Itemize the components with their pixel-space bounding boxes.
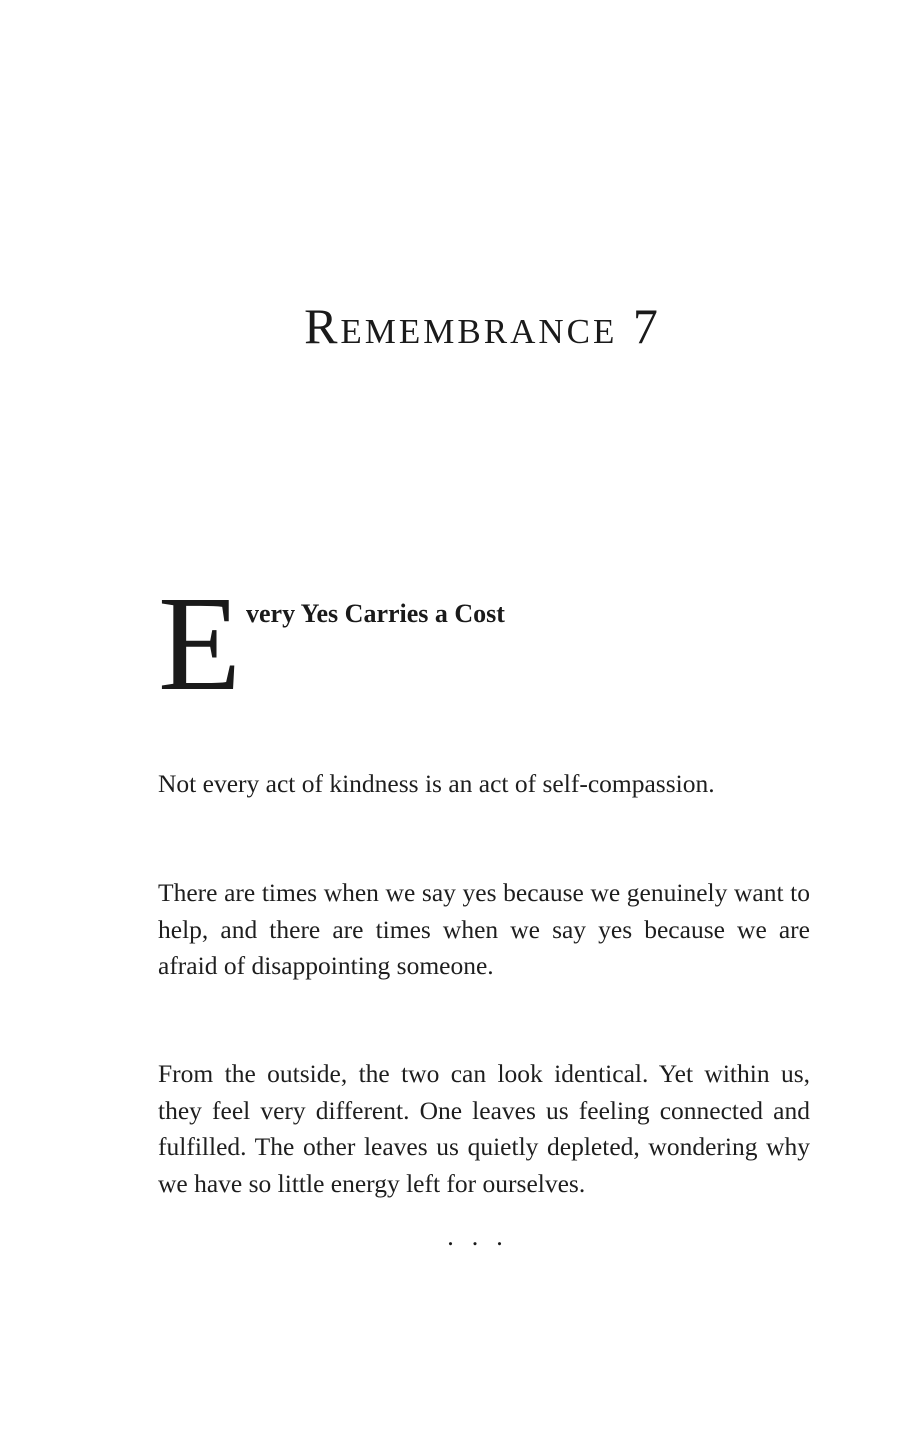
section-break-dots: ... xyxy=(447,1222,521,1251)
drop-cap-letter: E xyxy=(158,569,242,719)
paragraph-2: There are times when we say yes because we genuinely want to help, and there are times when we say yes because we are afraid of disappointing someone. xyxy=(158,878,810,980)
chapter-title: Remembrance 7 xyxy=(304,298,661,354)
paragraph-1: Not every act of kindness is an act of self-compassion. xyxy=(158,769,715,798)
section-heading: very Yes Carries a Cost xyxy=(246,599,505,628)
paragraph-3: From the outside, the two can look identical. Yet within us, they feel very different. One leaves us feeling connected and fulfilled. The other leaves us quietly depleted, wondering why we have so little energy left for ourselves. xyxy=(158,1059,810,1198)
